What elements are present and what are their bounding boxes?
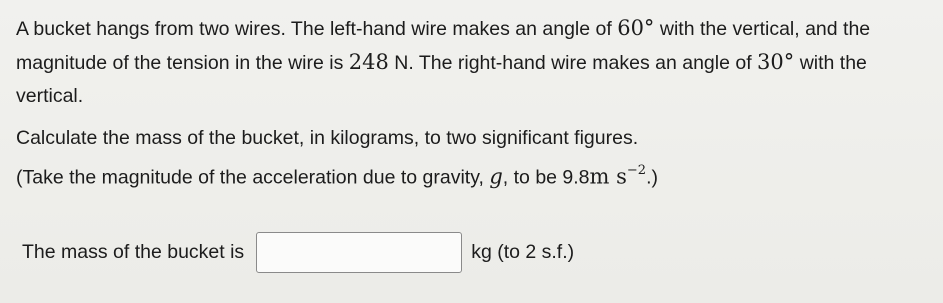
answer-prefix-label: The mass of the bucket is	[22, 240, 245, 263]
question-text: with the	[794, 52, 867, 74]
answer-row	[22, 227, 574, 277]
question-text: magnitude of the tension in the wire is	[16, 52, 349, 74]
gravity-note-text: .)	[646, 166, 658, 189]
mass-answer-input[interactable]	[256, 232, 462, 273]
right-angle-value: 30°	[757, 50, 795, 74]
gravity-note	[16, 156, 934, 195]
gravity-unit: m s	[589, 164, 627, 189]
gravity-note-text: (Take the magnitude of the acceleration due to gravity,	[16, 166, 490, 189]
gravity-value: 9.8	[562, 166, 590, 189]
left-angle-value: 60°	[617, 16, 655, 40]
question-text: A bucket hangs from two wires. The left-hand wire makes an angle of	[16, 18, 618, 40]
gravity-note-text: , to be	[502, 166, 563, 189]
gravity-symbol: g	[489, 164, 503, 189]
question-paragraph-setup	[16, 12, 934, 113]
question-line-1	[16, 12, 934, 46]
question-instruction: Calculate the mass of the bucket, in kilograms, to two significant figures.	[16, 127, 639, 149]
answer-unit-label: kg (to 2 s.f.)	[471, 240, 575, 263]
question-text: with the vertical, and the	[654, 18, 871, 40]
question-text: N. The right-hand wire makes an angle of	[388, 52, 758, 74]
tension-value: 248	[348, 50, 389, 74]
question-line-2	[16, 46, 934, 80]
question-line-3: vertical.	[16, 85, 84, 107]
gravity-unit-exponent: −2	[626, 163, 647, 178]
